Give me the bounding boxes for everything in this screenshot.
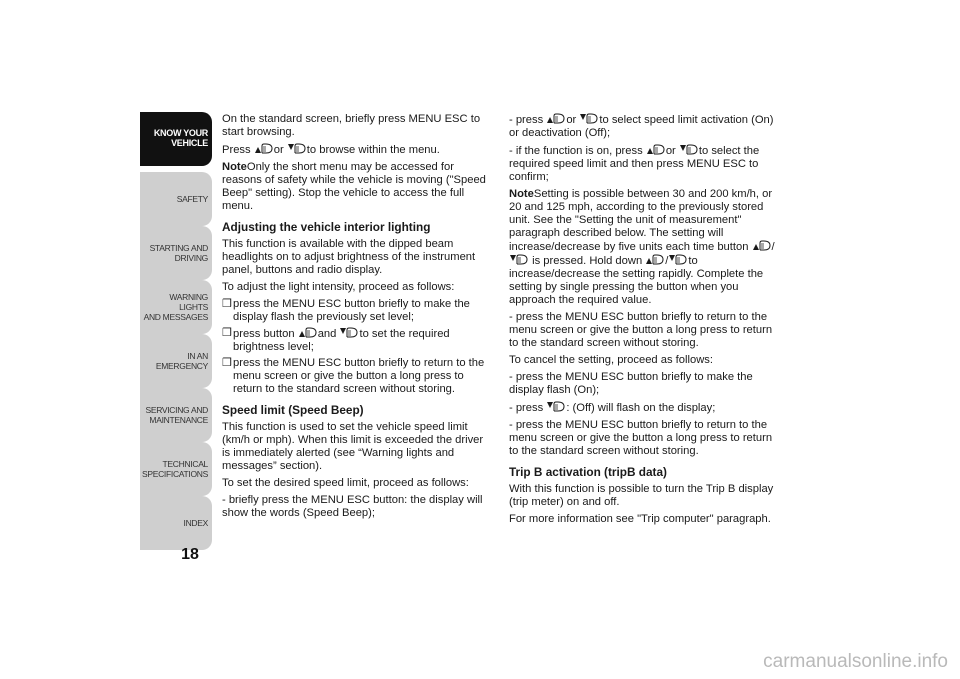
tab-know-your-vehicle[interactable]: KNOW YOUR VEHICLE: [140, 112, 212, 166]
paragraph: With this function is possible to turn the Trip B display (trip meter) on and off.: [509, 483, 774, 508]
checkbox-bullet-icon: ❒: [222, 357, 232, 369]
tab-servicing[interactable]: SERVICING AND MAINTENANCE: [140, 388, 212, 442]
paragraph: - press : (Off) will flash on the display;: [509, 402, 716, 414]
heading-trip-b: Trip B activation (tripB data): [509, 465, 667, 479]
up-button-icon: [255, 143, 273, 154]
up-button-icon: [547, 113, 565, 124]
down-button-icon: [510, 254, 528, 265]
down-button-icon: [288, 143, 306, 154]
paragraph: On the standard screen, briefly press MENU ESC to start browsing.: [222, 113, 481, 138]
tab-index[interactable]: INDEX: [140, 496, 212, 550]
checkbox-bullet-icon: ❒: [222, 298, 232, 310]
list-item: ❒ press the MENU ESC button briefly to return to the menu screen or give the button a long press to return to the standard screen without storing.: [222, 357, 485, 395]
paragraph: - press the MENU ESC button briefly to return to the menu screen or give the button a long press to return to the standard screen without storing.: [509, 311, 773, 349]
paragraph: To adjust the light intensity, proceed as follows:: [222, 281, 455, 293]
up-button-icon: [647, 144, 665, 155]
tab-technical-specifications[interactable]: TECHNICAL SPECIFICATIONS: [140, 442, 212, 496]
down-button-icon: [547, 401, 565, 412]
paragraph: To set the desired speed limit, proceed as follows:: [222, 477, 469, 489]
tab-warning-lights[interactable]: WARNING LIGHTS AND MESSAGES: [140, 280, 212, 334]
down-button-icon: [580, 113, 598, 124]
page-number: 18: [181, 546, 199, 563]
right-column: [509, 113, 781, 530]
paragraph: - press the MENU ESC button briefly to make the display flash (On);: [509, 371, 753, 396]
paragraph: To cancel the setting, proceed as follows:: [509, 354, 713, 366]
tab-safety[interactable]: SAFETY: [140, 172, 212, 226]
down-button-icon: [680, 144, 698, 155]
paragraph: - briefly press the MENU ESC button: the display will show the words (Speed Beep);: [222, 494, 483, 519]
up-button-icon: [753, 240, 771, 251]
note: NoteSetting is possible between 30 and 200 km/h, or 20 and 125 mph, according to the previously stored unit. See the "Setting the unit of measurement" paragraph described below. The setting will increase/decrease by five units each time button / is pressed. Hold down / to increase/decrease the setting rapidly. Complete the setting by single pressing the button when you approach the required value.: [509, 188, 775, 306]
heading-interior-lighting: Adjusting the vehicle interior lighting: [222, 220, 431, 234]
paragraph: Press or to browse within the menu.: [222, 144, 440, 156]
tab-in-an-emergency[interactable]: IN AN EMERGENCY: [140, 334, 212, 388]
paragraph: - press or to select speed limit activation (On) or deactivation (Off);: [509, 114, 774, 139]
note: NoteOnly the short menu may be accessed for reasons of safety while the vehicle is moving ("Speed Beep" setting). Stop the vehicle to access the full menu.: [222, 161, 486, 212]
paragraph: This function is used to set the vehicle speed limit (km/h or mph). When this limit is exceeded the driver is immediately alerted (see “Warning lights and messages” section).: [222, 421, 484, 472]
list-item: ❒ press button and to set the required brightness level;: [222, 327, 450, 353]
watermark: carmanualsonline.info: [763, 651, 948, 672]
paragraph: - press the MENU ESC button briefly to return to the menu screen or give the button a long press to return to the standard screen without storing.: [509, 419, 773, 457]
up-button-icon: [299, 327, 317, 338]
heading-speed-limit: Speed limit (Speed Beep): [222, 403, 364, 417]
paragraph: For more information see "Trip computer" paragraph.: [509, 513, 771, 525]
up-button-icon: [646, 254, 664, 265]
paragraph: - if the function is on, press or to select the required speed limit and then press MENU ESC to confirm;: [509, 145, 760, 183]
paragraph: This function is available with the dipped beam headlights on to adjust brightness of the instrument panel, buttons and radio display.: [222, 238, 476, 276]
list-item: ❒ press the MENU ESC button briefly to make the display flash the previously set level;: [222, 298, 470, 323]
checkbox-bullet-icon: ❒: [222, 327, 232, 339]
left-column: [222, 113, 494, 524]
tab-starting-and-driving[interactable]: STARTING AND DRIVING: [140, 226, 212, 280]
down-button-icon: [669, 254, 687, 265]
down-button-icon: [340, 327, 358, 338]
